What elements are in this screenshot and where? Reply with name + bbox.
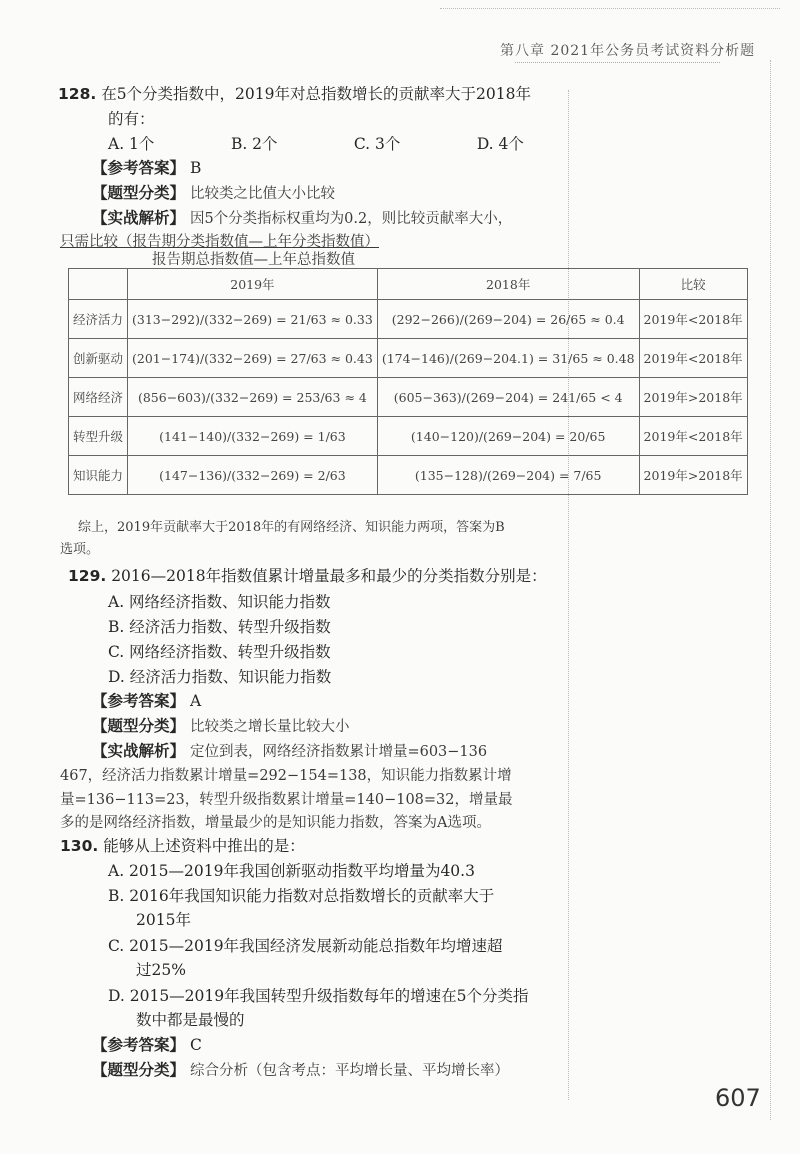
table-header-cell: 2018年: [377, 269, 639, 300]
q129-type: 【题型分类】 比较类之增长量比较大小: [92, 716, 350, 735]
table-row: [69, 417, 748, 456]
q130-option-b-cont: 2015年: [136, 911, 191, 929]
table-cell: 2019年<2018年: [639, 300, 747, 339]
table-header-cell: 比较: [639, 269, 747, 300]
q129-analysis-line4: 多的是网络经济指数，增量最少的是知识能力指数，答案为A选项。: [60, 815, 491, 831]
q129-option-c: C. 网络经济指数、转型升级指数: [108, 643, 331, 661]
q128-type: 【题型分类】 比较类之比值大小比较: [92, 183, 335, 202]
option-d: D. 4个: [476, 135, 524, 153]
q130-answer: 【参考答案】 C: [92, 1035, 202, 1054]
table-header-cell: [69, 269, 128, 300]
table-cell-name: 知识能力: [69, 456, 128, 495]
header-dots: [515, 62, 720, 63]
table-cell: (135−128)/(269−204) = 7/65: [377, 456, 639, 495]
table-cell-name: 网络经济: [69, 378, 128, 417]
table-cell: (201−174)/(332−269) = 27/63 ≈ 0.43: [128, 339, 378, 378]
q128-conclusion: 综上，2019年贡献率大于2018年的有网络经济、知识能力两项，答案为B: [78, 520, 505, 535]
q128-analysis-line3: 报告期总指数值—上年总指数值: [152, 252, 355, 268]
table-header-cell: 2019年: [128, 269, 378, 300]
q129-analysis: 【实战解析】 定位到表，网络经济指数累计增量=603−136: [92, 741, 488, 760]
table-cell: (313−292)/(332−269) = 21/63 ≈ 0.33: [128, 300, 378, 339]
table-cell: (605−363)/(269−204) = 241/65 < 4: [377, 378, 639, 417]
q128-analysis: 【实战解析】 因5个分类指标权重均为0.2，则比较贡献率大小，: [92, 208, 513, 227]
q129-analysis-line3: 量=136−113=23，转型升级指数累计增量=140−108=32，增量最: [60, 792, 513, 808]
q130-option-a: A. 2015—2019年我国创新驱动指数平均增量为40.3: [108, 862, 475, 880]
table-row: [69, 456, 748, 495]
q128-options: [108, 134, 595, 154]
table-cell: (292−266)/(269−204) = 26/65 ≈ 0.4: [377, 300, 639, 339]
q130-option-c-cont: 过25%: [136, 961, 186, 979]
table-cell-name: 创新驱动: [69, 339, 128, 378]
margin-dots-right: [770, 60, 771, 1120]
table-cell: (174−146)/(269−204.1) = 31/65 ≈ 0.48: [377, 339, 639, 378]
table-cell-name: 经济活力: [69, 300, 128, 339]
table-cell: 2019年>2018年: [639, 378, 747, 417]
question-128-cont: 的有：: [108, 110, 155, 128]
page-number: 607: [715, 1084, 761, 1112]
table-row: [69, 339, 748, 378]
q128-answer: 【参考答案】 B: [92, 158, 202, 177]
q129-option-b: B. 经济活力指数、转型升级指数: [108, 618, 331, 636]
option-c: C. 3个: [353, 135, 401, 153]
q128-conclusion-line2: 选项。: [60, 542, 100, 557]
question-130: 130. 能够从上述资料中推出的是：: [60, 837, 305, 855]
q130-option-d: D. 2015—2019年我国转型升级指数每年的增速在5个分类指: [108, 987, 529, 1005]
table-cell: (140−120)/(269−204) = 20/65: [377, 417, 639, 456]
header-rule: [440, 8, 780, 9]
table-row: [69, 378, 748, 417]
q129-answer: 【参考答案】 A: [92, 691, 202, 710]
q128-analysis-line2: 只需比较（报告期分类指数值—上年分类指数值）: [60, 234, 379, 250]
question-128: 128. 在5个分类指数中，2019年对总指数增长的贡献率大于2018年: [58, 85, 531, 103]
question-129: 129. 2016—2018年指数值累计增量最多和最少的分类指数分别是：: [68, 567, 547, 585]
comparison-table: [68, 268, 748, 495]
margin-dots-left: [568, 90, 569, 1100]
q129-option-a: A. 网络经济指数、知识能力指数: [108, 593, 331, 611]
chapter-header: 第八章 2021年公务员考试资料分析题: [500, 43, 756, 59]
option-a: A. 1个: [108, 135, 155, 153]
table-row: [69, 300, 748, 339]
option-b: B. 2个: [230, 135, 278, 153]
table-cell-name: 转型升级: [69, 417, 128, 456]
q129-option-d: D. 经济活力指数、知识能力指数: [108, 668, 332, 686]
table-cell: 2019年>2018年: [639, 456, 747, 495]
table-cell: (141−140)/(332−269) = 1/63: [128, 417, 378, 456]
table-cell: (147−136)/(332−269) = 2/63: [128, 456, 378, 495]
q130-type: 【题型分类】 综合分析（包含考点：平均增长量、平均增长率）: [92, 1060, 509, 1079]
q129-analysis-line2: 467，经济活力指数累计增量=292−154=138，知识能力指数累计增: [60, 768, 512, 784]
q130-option-b: B. 2016年我国知识能力指数对总指数增长的贡献率大于: [108, 887, 495, 905]
table-cell: (856−603)/(332−269) = 253/63 ≈ 4: [128, 378, 378, 417]
q130-option-d-cont: 数中都是最慢的: [136, 1011, 245, 1029]
table-header-row: [69, 269, 748, 300]
q130-option-c: C. 2015—2019年我国经济发展新动能总指数年均增速超: [108, 937, 503, 955]
table-cell: 2019年<2018年: [639, 339, 747, 378]
table-cell: 2019年<2018年: [639, 417, 747, 456]
